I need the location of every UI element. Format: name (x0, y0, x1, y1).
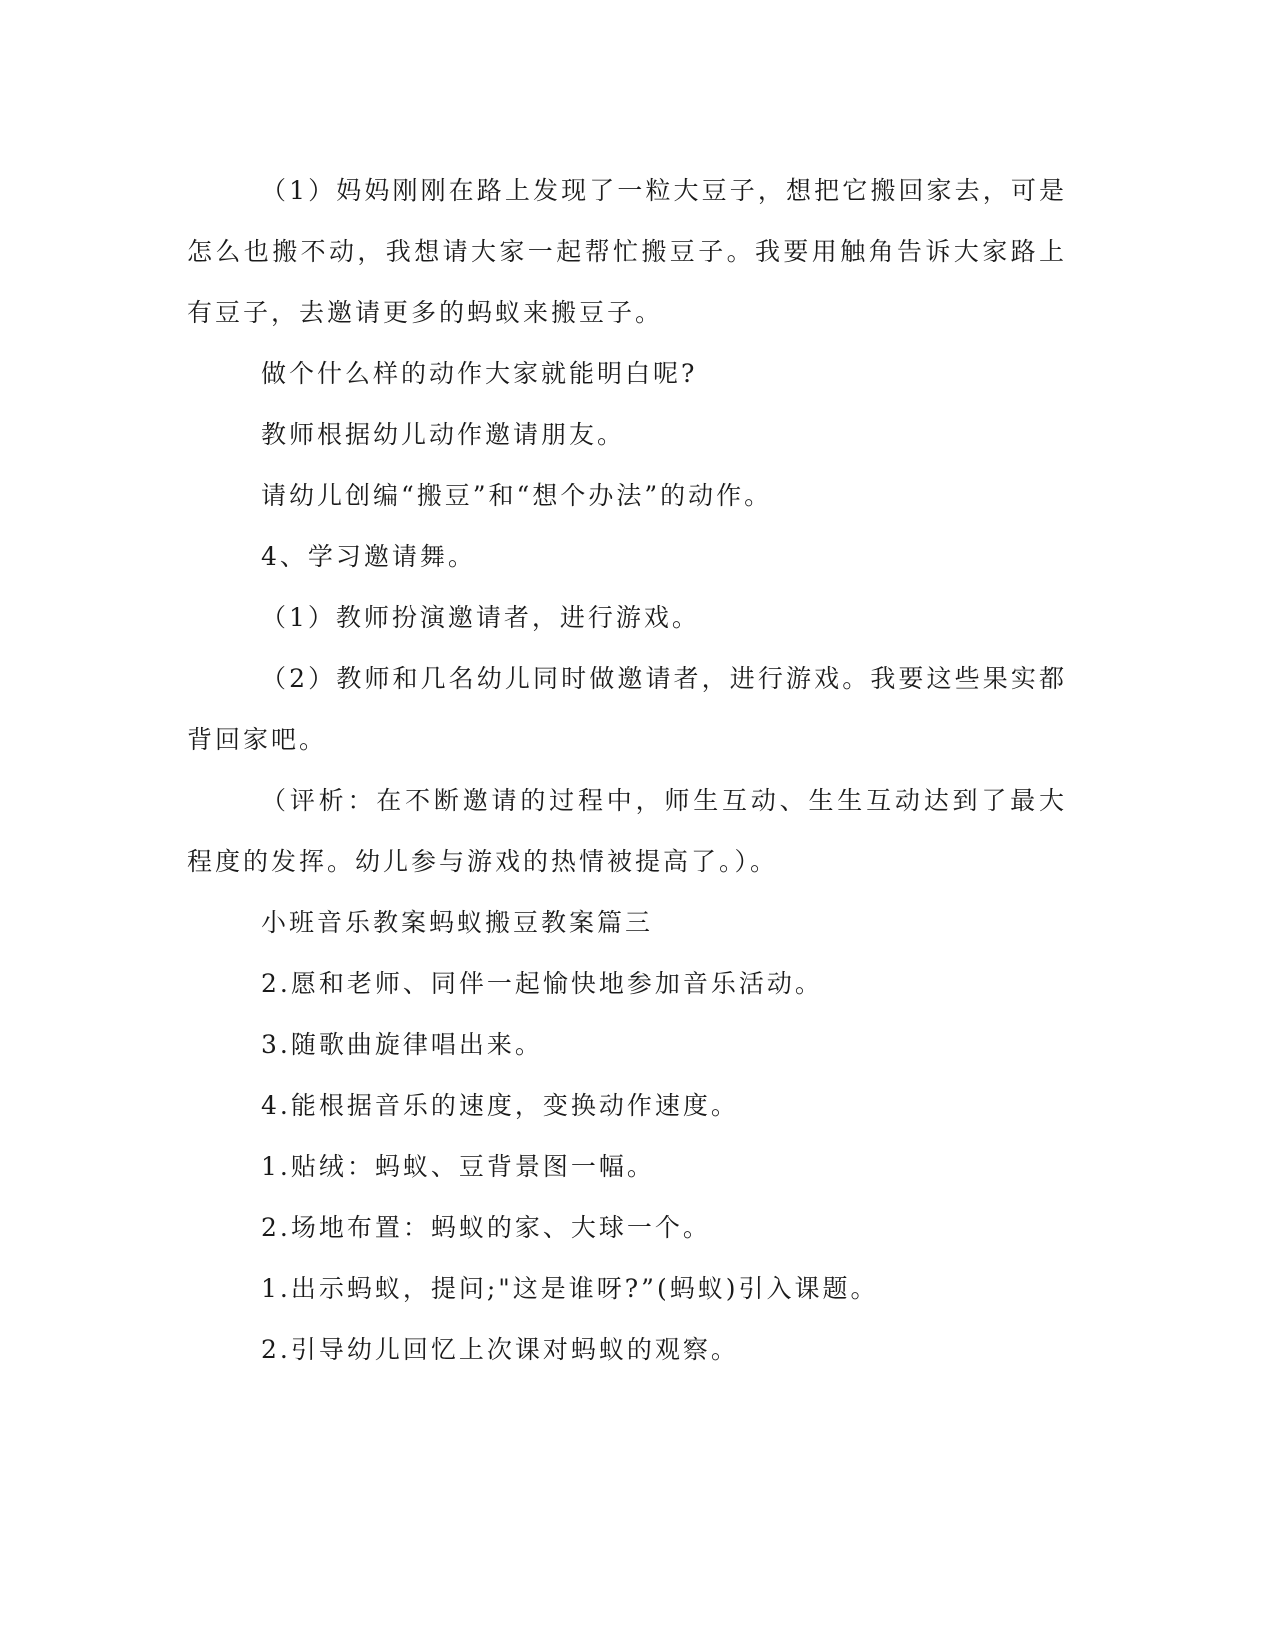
paragraph-learn-dance: 4、学习邀请舞。 (261, 542, 476, 571)
paragraph-teacher-plays: （1）教师扮演邀请者，进行游戏。 (261, 603, 700, 632)
paragraph-teacher-invite: 教师根据幼儿动作邀请朋友。 (261, 420, 626, 449)
list-item-material-2: 2.场地布置：蚂蚁的家、大球一个。 (261, 1213, 711, 1242)
paragraph-question-action: 做个什么样的动作大家就能明白呢? (261, 359, 698, 388)
list-item-process-1: 1.出示蚂蚁，提问;"这是谁呀?”(蚂蚁)引入课题。 (261, 1274, 879, 1303)
paragraph-create-actions: 请幼儿创编“搬豆”和“想个办法”的动作。 (261, 481, 773, 510)
list-item-process-2: 2.引导幼儿回忆上次课对蚂蚁的观察。 (261, 1335, 739, 1364)
list-item-goal-4: 4.能根据音乐的速度，变换动作速度。 (261, 1091, 739, 1120)
paragraph-ant-mother-bean: （1）妈妈刚刚在路上发现了一粒大豆子，想把它搬回家去，可是怎么也搬不动，我想请大家一起帮忙搬豆子。我要用触角告诉大家路上有豆子，去邀请更多的蚂蚁来搬豆子。 (187, 176, 1067, 327)
list-item-material-1: 1.贴绒：蚂蚁、豆背景图一幅。 (261, 1152, 655, 1181)
list-item-goal-2: 2.愿和老师、同伴一起愉快地参加音乐活动。 (261, 969, 823, 998)
paragraph-teacher-children-invite: （2）教师和几名幼儿同时做邀请者，进行游戏。我要这些果实都背回家吧。 (187, 664, 1067, 754)
paragraph-evaluation: （评析：在不断邀请的过程中，师生互动、生生互动达到了最大程度的发挥。幼儿参与游戏的热情被提高了。）。 (187, 786, 1067, 876)
section-heading: 小班音乐教案蚂蚁搬豆教案篇三 (261, 908, 654, 937)
list-item-goal-3: 3.随歌曲旋律唱出来。 (261, 1030, 543, 1059)
document-body (187, 160, 1067, 1380)
